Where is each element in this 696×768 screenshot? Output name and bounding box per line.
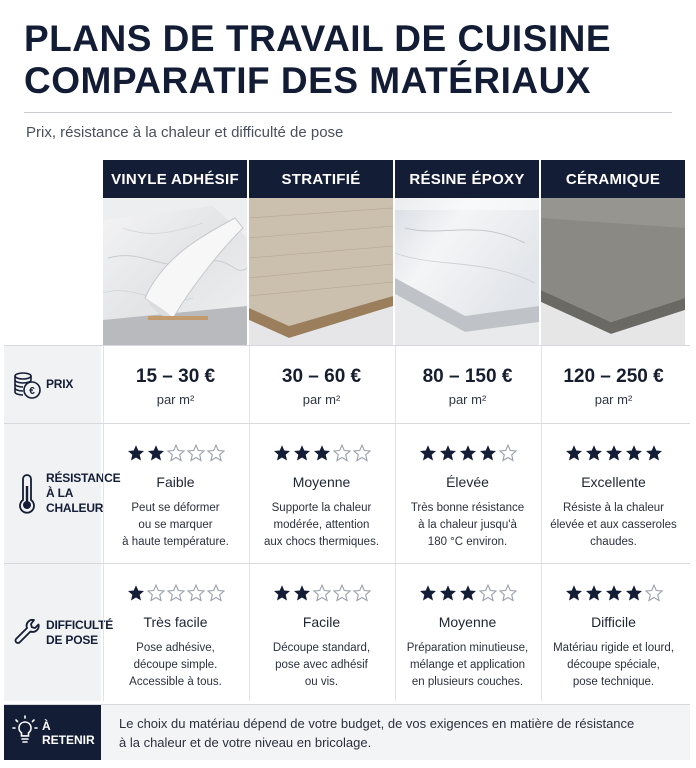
price-row — [4, 345, 690, 423]
star-filled-icon — [313, 444, 331, 462]
desc-line: découpe simple. — [133, 659, 218, 671]
star-filled-icon — [127, 444, 145, 462]
desc-line: à la chaleur jusqu'à — [418, 519, 517, 531]
star-filled-icon — [459, 584, 477, 602]
subtitle: Prix, résistance à la chaleur et difficulté de pose — [26, 124, 344, 141]
heat-cell-epoxy — [395, 424, 539, 563]
heat-level: Excellente — [581, 474, 646, 490]
heat-label-line-2: À LA CHALEUR — [46, 486, 104, 515]
heat-label-line-1: RÉSISTANCE — [46, 471, 121, 485]
lightbulb-icon — [12, 715, 38, 750]
star-empty-icon — [207, 444, 225, 462]
star-filled-icon — [605, 444, 623, 462]
desc-line: modérée, attention — [273, 519, 370, 531]
star-empty-icon — [313, 584, 331, 602]
price-unit: par m² — [302, 392, 341, 407]
pose-level: Très facile — [143, 614, 208, 630]
price-cell-laminate — [249, 346, 393, 423]
install-difficulty-row — [4, 563, 690, 701]
pose-label-line-1: DIFFICULTÉ — [46, 617, 114, 632]
star-filled-icon — [565, 584, 583, 602]
pose-cell-ceramic — [541, 564, 685, 701]
pose-description — [107, 640, 245, 691]
desc-line: pose technique. — [572, 676, 655, 688]
price-label: PRIX — [46, 377, 74, 391]
star-filled-icon — [439, 444, 457, 462]
desc-line: mélange et application — [409, 659, 526, 671]
price-row-label — [4, 346, 101, 423]
desc-line: 180 °C environ. — [427, 536, 508, 548]
heat-cell-laminate — [249, 424, 393, 563]
desc-line: Préparation minutieuse, — [406, 642, 529, 654]
pose-rating-stars — [273, 584, 371, 602]
price-cell-epoxy — [395, 346, 539, 423]
price-value: 30 – 60 € — [281, 366, 362, 387]
star-filled-icon — [127, 584, 145, 602]
page-title — [24, 18, 674, 102]
price-unit: par m² — [594, 392, 633, 407]
column-header-epoxy: RÉSINE ÉPOXY — [395, 160, 539, 198]
desc-line: Pose adhésive, — [136, 642, 215, 654]
desc-line: Matériau rigide et lourd, — [553, 642, 674, 654]
heat-rating-stars — [419, 444, 517, 462]
takeaway-label: À RETENIR — [42, 718, 95, 747]
header-corner — [4, 160, 101, 198]
title-line-2: COMPARATIF DES MATÉRIAUX — [24, 60, 591, 101]
desc-line: Supporte la chaleur — [271, 502, 372, 514]
star-filled-icon — [293, 444, 311, 462]
price-value: 15 – 30 € — [135, 366, 216, 387]
heat-rating-stars — [273, 444, 371, 462]
heat-description — [253, 500, 391, 551]
star-empty-icon — [333, 584, 351, 602]
price-value: 120 – 250 € — [563, 366, 664, 387]
star-empty-icon — [499, 584, 517, 602]
star-filled-icon — [479, 444, 497, 462]
swatch-row-label — [4, 198, 101, 345]
coins-euro-icon — [12, 368, 42, 402]
comparison-table — [4, 160, 690, 701]
desc-line: Peut se déformer — [131, 502, 220, 514]
takeaway-line: à la chaleur et de votre niveau en bricolage. — [119, 735, 372, 750]
wrench-icon — [12, 616, 42, 650]
pose-cell-laminate — [249, 564, 393, 701]
desc-line: Découpe standard, — [272, 642, 371, 654]
pose-level: Difficile — [591, 614, 636, 630]
ceramic-swatch-image — [541, 198, 685, 345]
takeaway-label-cell — [4, 705, 101, 760]
desc-line: ou vis. — [304, 676, 339, 688]
laminate-swatch-image — [249, 198, 393, 345]
star-empty-icon — [147, 584, 165, 602]
star-filled-icon — [605, 584, 623, 602]
star-empty-icon — [187, 444, 205, 462]
desc-line: pose avec adhésif — [275, 659, 368, 671]
desc-line: à haute température. — [122, 536, 229, 548]
pose-description — [253, 640, 391, 691]
star-filled-icon — [585, 584, 603, 602]
price-unit: par m² — [156, 392, 195, 407]
pose-cell-vinyl — [103, 564, 247, 701]
price-cell-vinyl — [103, 346, 247, 423]
heat-cell-ceramic — [541, 424, 685, 563]
pose-rating-stars — [127, 584, 225, 602]
star-empty-icon — [333, 444, 351, 462]
desc-line: Très bonne résistance — [410, 502, 525, 514]
pose-rating-stars — [565, 584, 663, 602]
column-header-ceramic: CÉRAMIQUE — [541, 160, 685, 198]
epoxy-swatch-image — [395, 198, 539, 345]
price-unit: par m² — [448, 392, 487, 407]
star-filled-icon — [565, 444, 583, 462]
star-filled-icon — [625, 444, 643, 462]
star-filled-icon — [585, 444, 603, 462]
title-line-1: PLANS DE TRAVAIL DE CUISINE — [24, 18, 612, 59]
desc-line: élevée et aux casseroles — [550, 519, 677, 531]
pose-cell-epoxy — [395, 564, 539, 701]
thermometer-icon — [12, 477, 42, 511]
takeaway-banner — [4, 704, 690, 760]
star-filled-icon — [293, 584, 311, 602]
pose-level: Facile — [302, 614, 341, 630]
desc-line: aux chocs thermiques. — [263, 536, 380, 548]
heat-level: Faible — [156, 474, 195, 490]
star-empty-icon — [645, 584, 663, 602]
star-empty-icon — [499, 444, 517, 462]
price-value: 80 – 150 € — [422, 366, 513, 387]
heat-rating-stars — [565, 444, 663, 462]
desc-line: en plusieurs couches. — [411, 676, 524, 688]
heat-level: Moyenne — [292, 474, 351, 490]
heat-level: Élevée — [446, 474, 489, 490]
desc-line: Résiste à la chaleur — [563, 502, 664, 514]
heat-row-label — [4, 424, 121, 563]
heat-description — [545, 500, 683, 551]
pose-row-label — [4, 564, 114, 701]
star-filled-icon — [459, 444, 477, 462]
desc-line: chaudes. — [590, 536, 637, 548]
pose-level: Moyenne — [438, 614, 497, 630]
pose-rating-stars — [419, 584, 517, 602]
star-filled-icon — [645, 444, 663, 462]
title-divider — [24, 112, 672, 113]
pose-description — [399, 640, 537, 691]
heat-description — [399, 500, 537, 551]
header-row — [4, 160, 690, 198]
heat-cell-vinyl — [103, 424, 247, 563]
vinyl-swatch-image — [103, 198, 247, 345]
star-empty-icon — [353, 584, 371, 602]
star-filled-icon — [419, 584, 437, 602]
star-empty-icon — [187, 584, 205, 602]
column-header-laminate: STRATIFIÉ — [249, 160, 393, 198]
star-filled-icon — [625, 584, 643, 602]
star-filled-icon — [273, 584, 291, 602]
swatch-row — [4, 198, 690, 345]
desc-line: découpe spéciale, — [567, 659, 660, 671]
star-filled-icon — [439, 584, 457, 602]
desc-line: Accessible à tous. — [129, 676, 222, 688]
pose-description — [545, 640, 683, 691]
star-empty-icon — [479, 584, 497, 602]
svg-text:€: € — [29, 385, 35, 397]
takeaway-text — [101, 705, 690, 760]
star-filled-icon — [147, 444, 165, 462]
heat-description — [107, 500, 245, 551]
star-filled-icon — [419, 444, 437, 462]
heat-rating-stars — [127, 444, 225, 462]
pose-label-line-2: DE POSE — [46, 632, 98, 647]
heat-resistance-row — [4, 423, 690, 563]
column-header-vinyl: VINYLE ADHÉSIF — [103, 160, 247, 198]
star-empty-icon — [167, 444, 185, 462]
desc-line: ou se marquer — [138, 519, 213, 531]
star-empty-icon — [353, 444, 371, 462]
takeaway-line: Le choix du matériau dépend de votre budget, de vos exigences en matière de résistance — [119, 716, 635, 731]
star-filled-icon — [273, 444, 291, 462]
price-cell-ceramic — [541, 346, 685, 423]
star-empty-icon — [207, 584, 225, 602]
star-empty-icon — [167, 584, 185, 602]
